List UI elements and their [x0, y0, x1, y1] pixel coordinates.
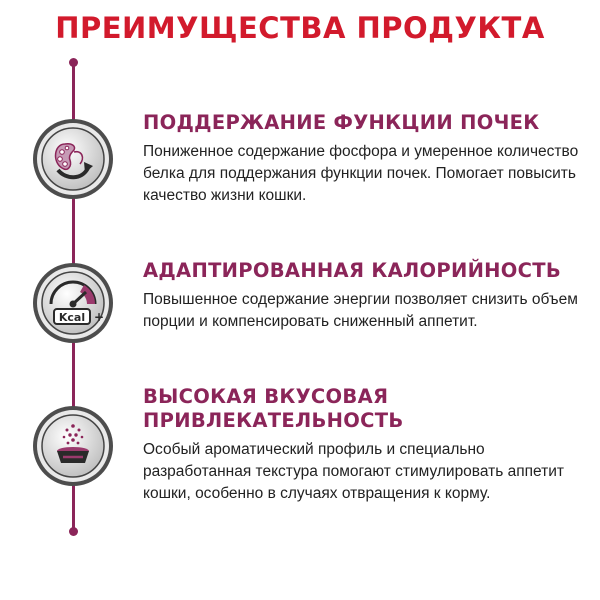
feature-title-line1: ВЫСОКАЯ ВКУСОВАЯ [143, 385, 389, 408]
timeline-dot-bottom [69, 527, 78, 536]
timeline-dot-top [69, 58, 78, 67]
feature-title-line2: ПРИВЛЕКАТЕЛЬНОСТЬ [143, 409, 404, 432]
kcal-gauge-icon [32, 262, 114, 344]
feature-title: АДАПТИРОВАННАЯ КАЛОРИЙНОСТЬ [143, 259, 562, 282]
feature-title [143, 385, 588, 433]
page-title: ПРЕИМУЩЕСТВА ПРОДУКТА [55, 11, 545, 45]
feature-palatability [143, 385, 588, 505]
kcal-label: Kcal [58, 311, 86, 324]
food-bowl-aroma-icon [32, 405, 114, 487]
kidney-icon [32, 118, 114, 200]
feature-kidney [143, 111, 588, 207]
kidney-badge [32, 118, 114, 200]
feature-title: ПОДДЕРЖАНИЕ ФУНКЦИИ ПОЧЕК [143, 111, 540, 134]
feature-description: Повышенное содержание энергии позволяет снизить объем порции и компенсировать сниженный аппетит. [143, 291, 578, 330]
svg-text:+: + [94, 310, 105, 324]
palatability-badge [32, 405, 114, 487]
feature-calories [143, 259, 588, 333]
feature-description: Особый ароматический профиль и специально разработанная текстура помогают стимулировать аппетит кошки, особенно в случаях отвращения к корму. [143, 441, 564, 502]
kcal-badge [32, 262, 114, 344]
feature-description: Пониженное содержание фосфора и умеренное количество белка для поддержания функции почек. Помогает повысить качество жизни кошки. [143, 143, 579, 204]
